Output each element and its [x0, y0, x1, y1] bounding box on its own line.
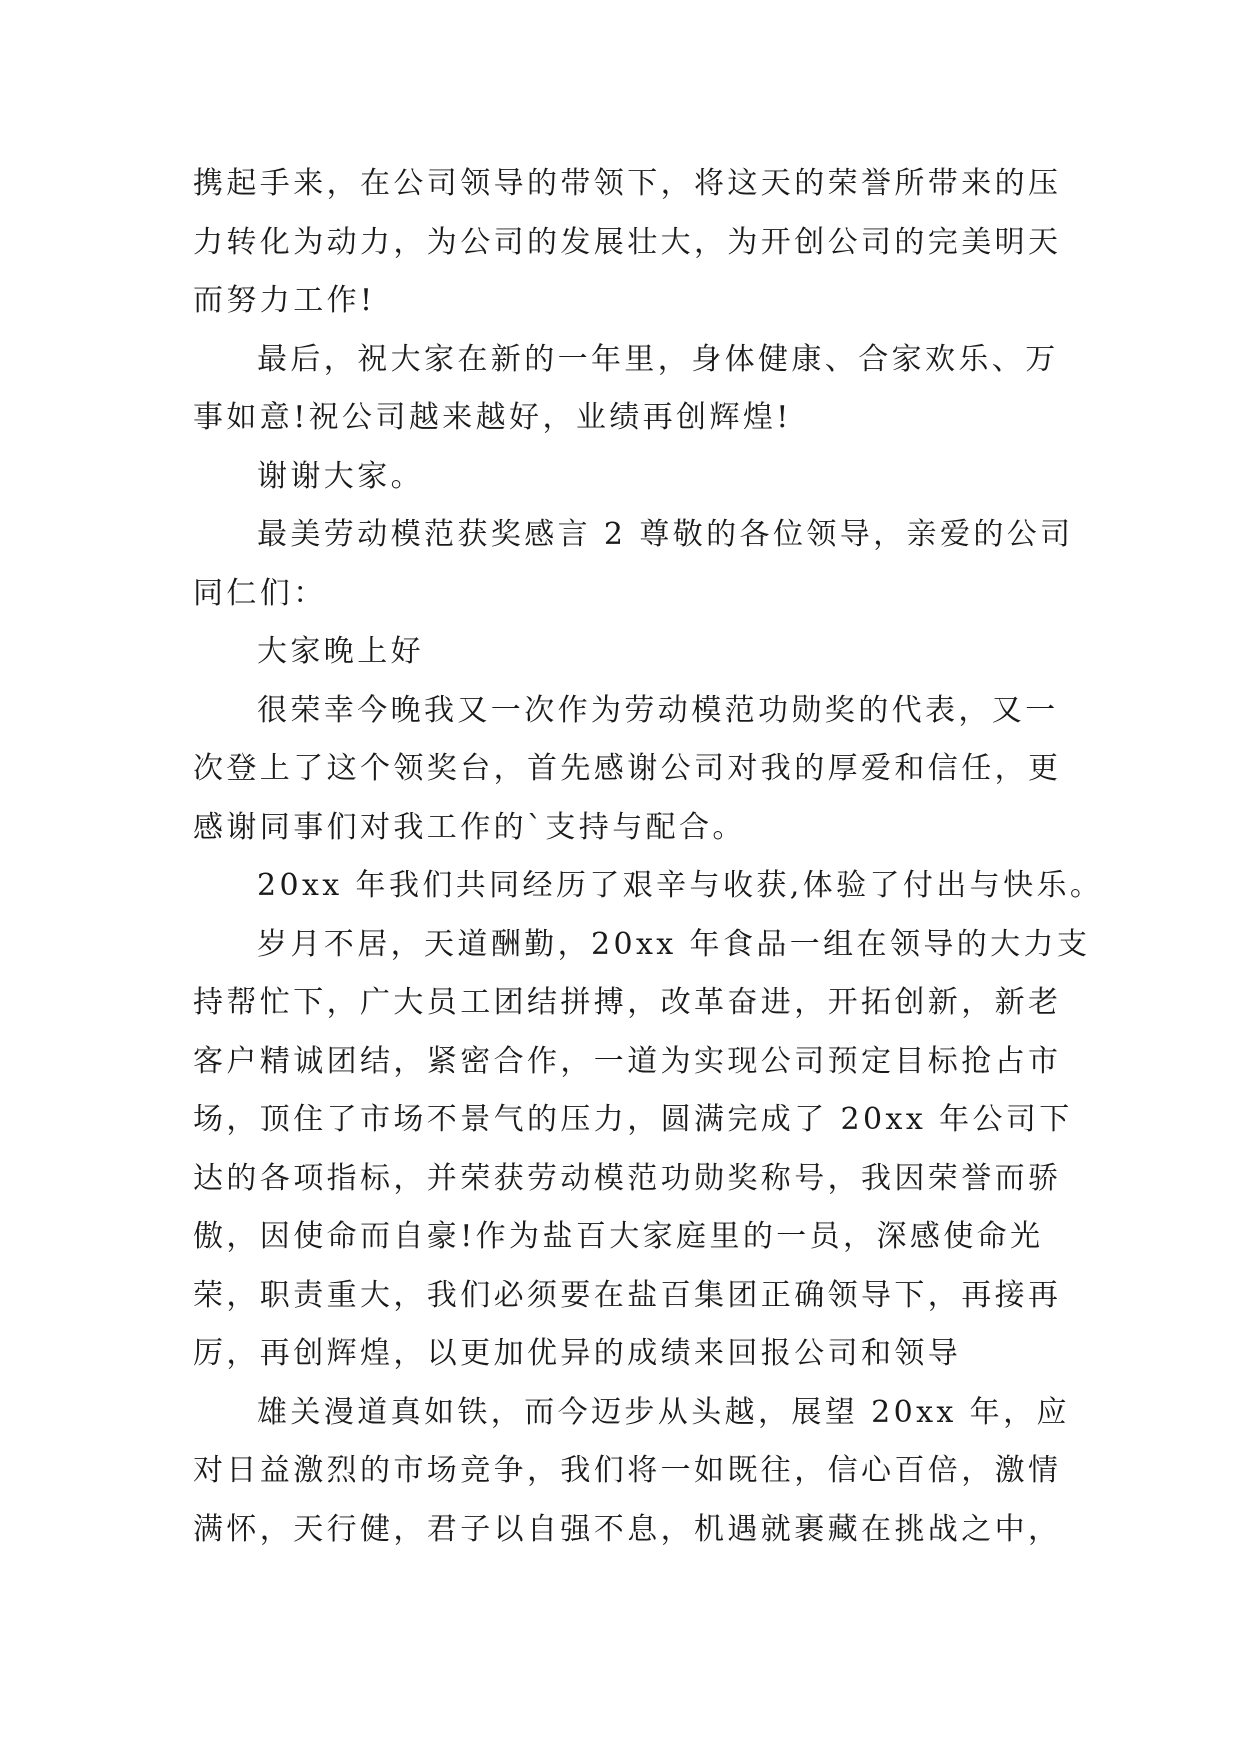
text-line: 厉，再创辉煌，以更加优异的成绩来回报公司和领导: [193, 1336, 962, 1371]
text-line: 谢谢大家。: [257, 458, 424, 494]
text-line: 荣，职责重大，我们必须要在盐百集团正确领导下，再接再: [193, 1277, 1062, 1313]
document-body: [193, 155, 1104, 1559]
text-line: 同仁们：: [193, 575, 327, 611]
text-line: 雄关漫道真如铁，而今迈步从头越，展望 20xx 年，应: [257, 1394, 1070, 1430]
text-line: 力转化为动力，为公司的发展壮大，为开创公司的完美明天: [193, 224, 1062, 260]
text-line: 20xx 年我们共同经历了艰辛与收获,体验了付出与快乐。: [257, 868, 1104, 903]
text-line: 傲，因使命而自豪!作为盐百大家庭里的一员，深感使命光: [193, 1219, 1044, 1254]
text-line: 感谢同事们对我工作的`支持与配合。: [193, 809, 746, 845]
text-line: 对日益激烈的市场竞争，我们将一如既往，信心百倍，激情: [193, 1453, 1062, 1488]
text-line: 满怀，天行健，君子以自强不息，机遇就裹藏在挑战之中，: [193, 1511, 1062, 1547]
text-line: 最美劳动模范获奖感言 2 尊敬的各位领导，亲爱的公司: [257, 517, 1074, 552]
text-line: 携起手来，在公司领导的带领下，将这天的荣誉所带来的压: [193, 166, 1062, 201]
text-line: 持帮忙下，广大员工团结拼搏，改革奋进，开拓创新，新老: [193, 985, 1062, 1020]
text-line: 次登上了这个领奖台，首先感谢公司对我的厚爱和信任，更: [193, 751, 1062, 786]
text-line: 很荣幸今晚我又一次作为劳动模范功勋奖的代表，又一: [257, 692, 1059, 728]
text-line: 事如意!祝公司越来越好，业绩再创辉煌!: [193, 400, 792, 435]
text-line: 大家晚上好: [257, 634, 424, 669]
text-line: 场，顶住了市场不景气的压力，圆满完成了 20xx 年公司下: [193, 1102, 1073, 1137]
text-line: 岁月不居，天道酬勤，20xx 年食品一组在领导的大力支: [257, 926, 1091, 962]
text-line: 达的各项指标，并荣获劳动模范功勋奖称号，我因荣誉而骄: [193, 1160, 1062, 1196]
text-line: 客户精诚团结，紧密合作，一道为实现公司预定目标抢占市: [193, 1043, 1062, 1079]
text-line: 而努力工作!: [193, 283, 376, 318]
text-line: 最后，祝大家在新的一年里，身体健康、合家欢乐、万: [257, 341, 1059, 377]
